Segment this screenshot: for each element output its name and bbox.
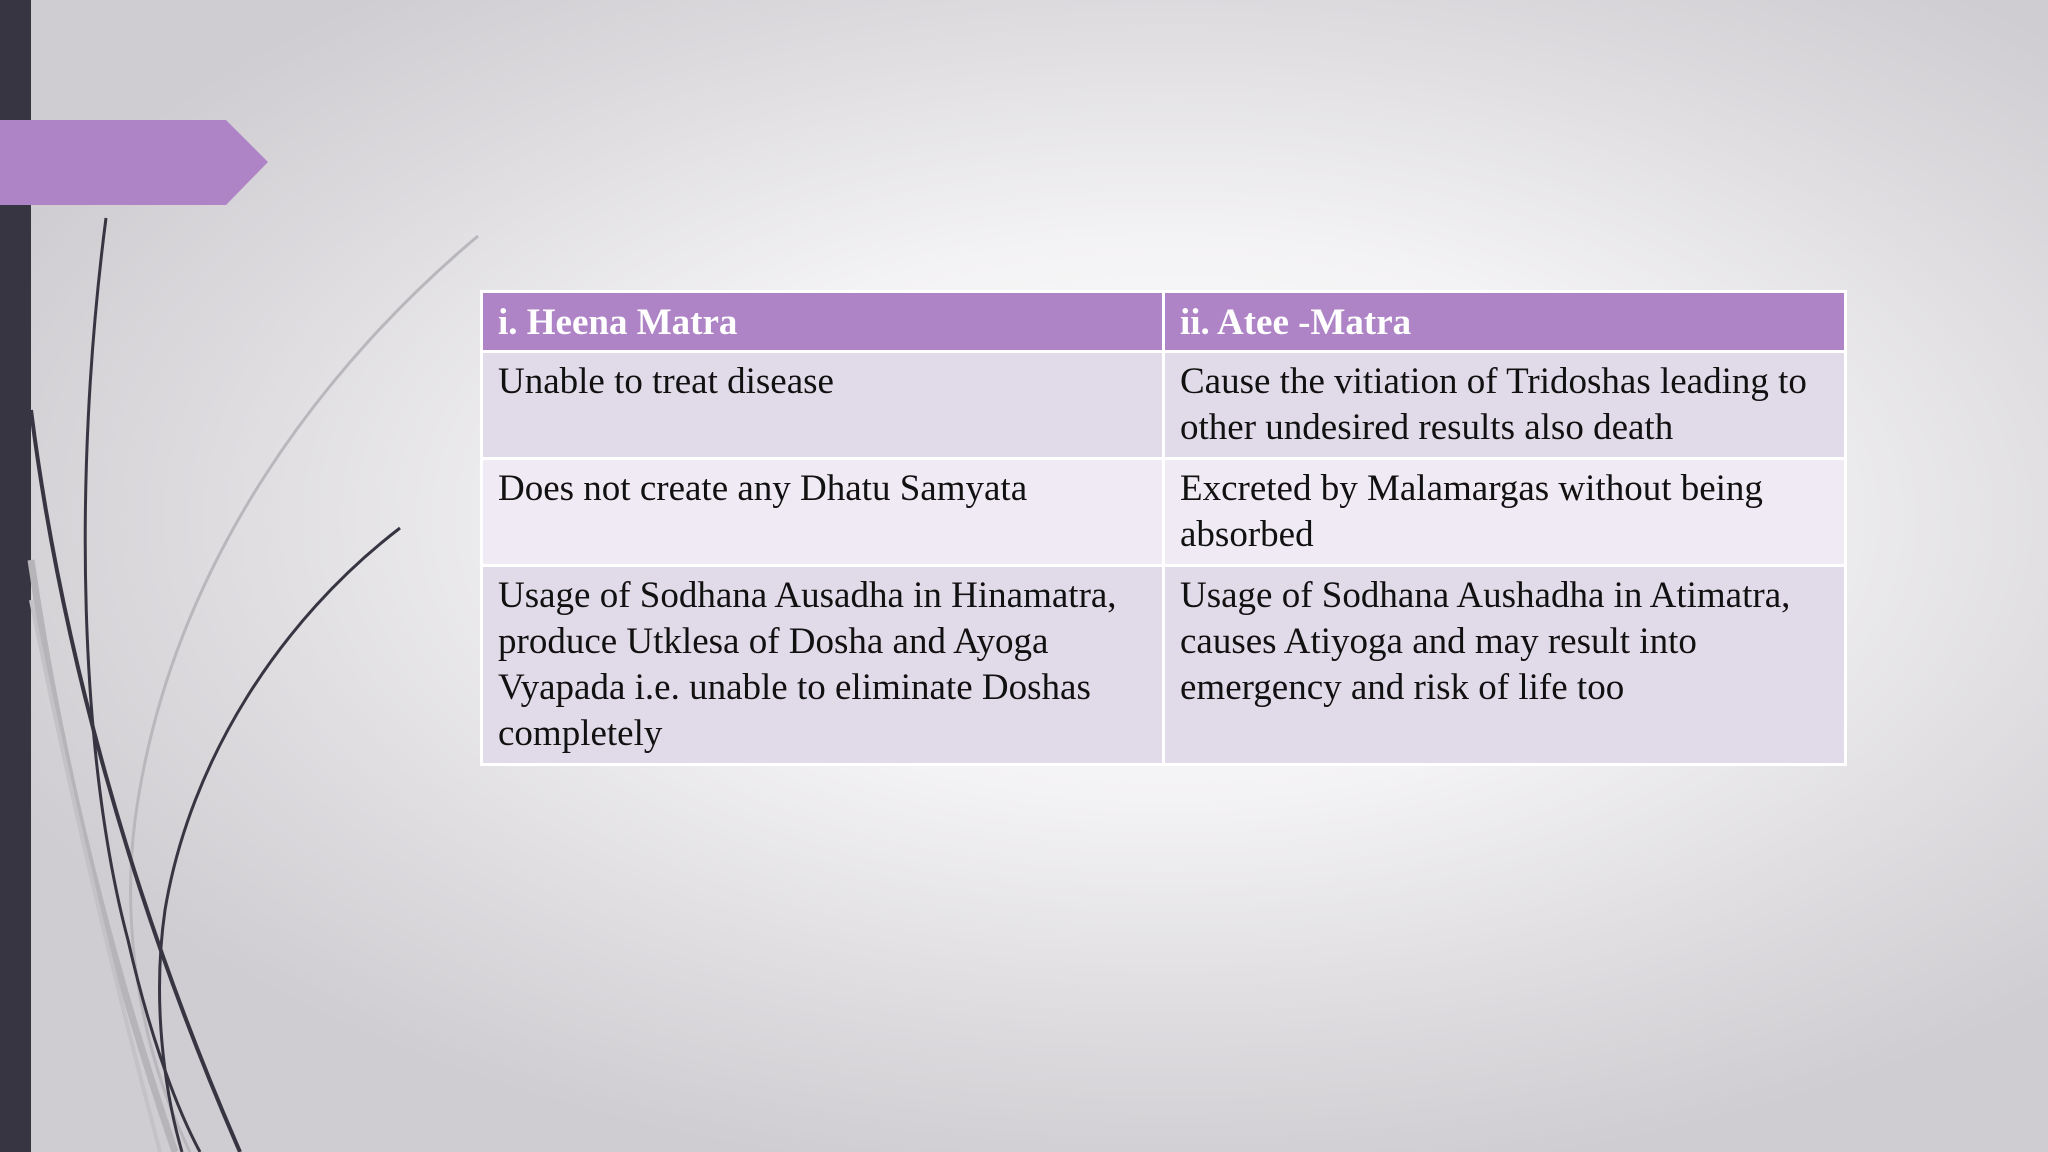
table-cell: Excreted by Malamargas without being absorbed [1164, 459, 1846, 566]
header-cell-atee-matra: ii. Atee -Matra [1164, 292, 1846, 352]
table-cell: Unable to treat disease [482, 352, 1164, 459]
table-cell: Usage of Sodhana Ausadha in Hinamatra, produce Utklesa of Dosha and Ayoga Vyapada i.e. unable to eliminate Doshas completely [482, 566, 1164, 765]
decor-line-dark-2 [31, 410, 240, 1152]
table-row [482, 566, 1846, 765]
decor-line-light-2 [31, 560, 175, 1152]
table-row [482, 459, 1846, 566]
table-cell: Does not create any Dhatu Samyata [482, 459, 1164, 566]
table-row [482, 352, 1846, 459]
table-cell: Usage of Sodhana Aushadha in Atimatra, causes Atiyoga and may result into emergency and risk of life too [1164, 566, 1846, 765]
table-container [480, 290, 1847, 766]
header-row [482, 292, 1846, 352]
table-cell: Cause the vitiation of Tridoshas leading to other undesired results also death [1164, 352, 1846, 459]
title-arrow-tab [0, 120, 268, 205]
table-header [482, 292, 1846, 352]
table-body [482, 352, 1846, 765]
header-cell-heena-matra: i. Heena Matra [482, 292, 1164, 352]
comparison-table [480, 290, 1847, 766]
decor-line-dark-3 [160, 528, 400, 1152]
